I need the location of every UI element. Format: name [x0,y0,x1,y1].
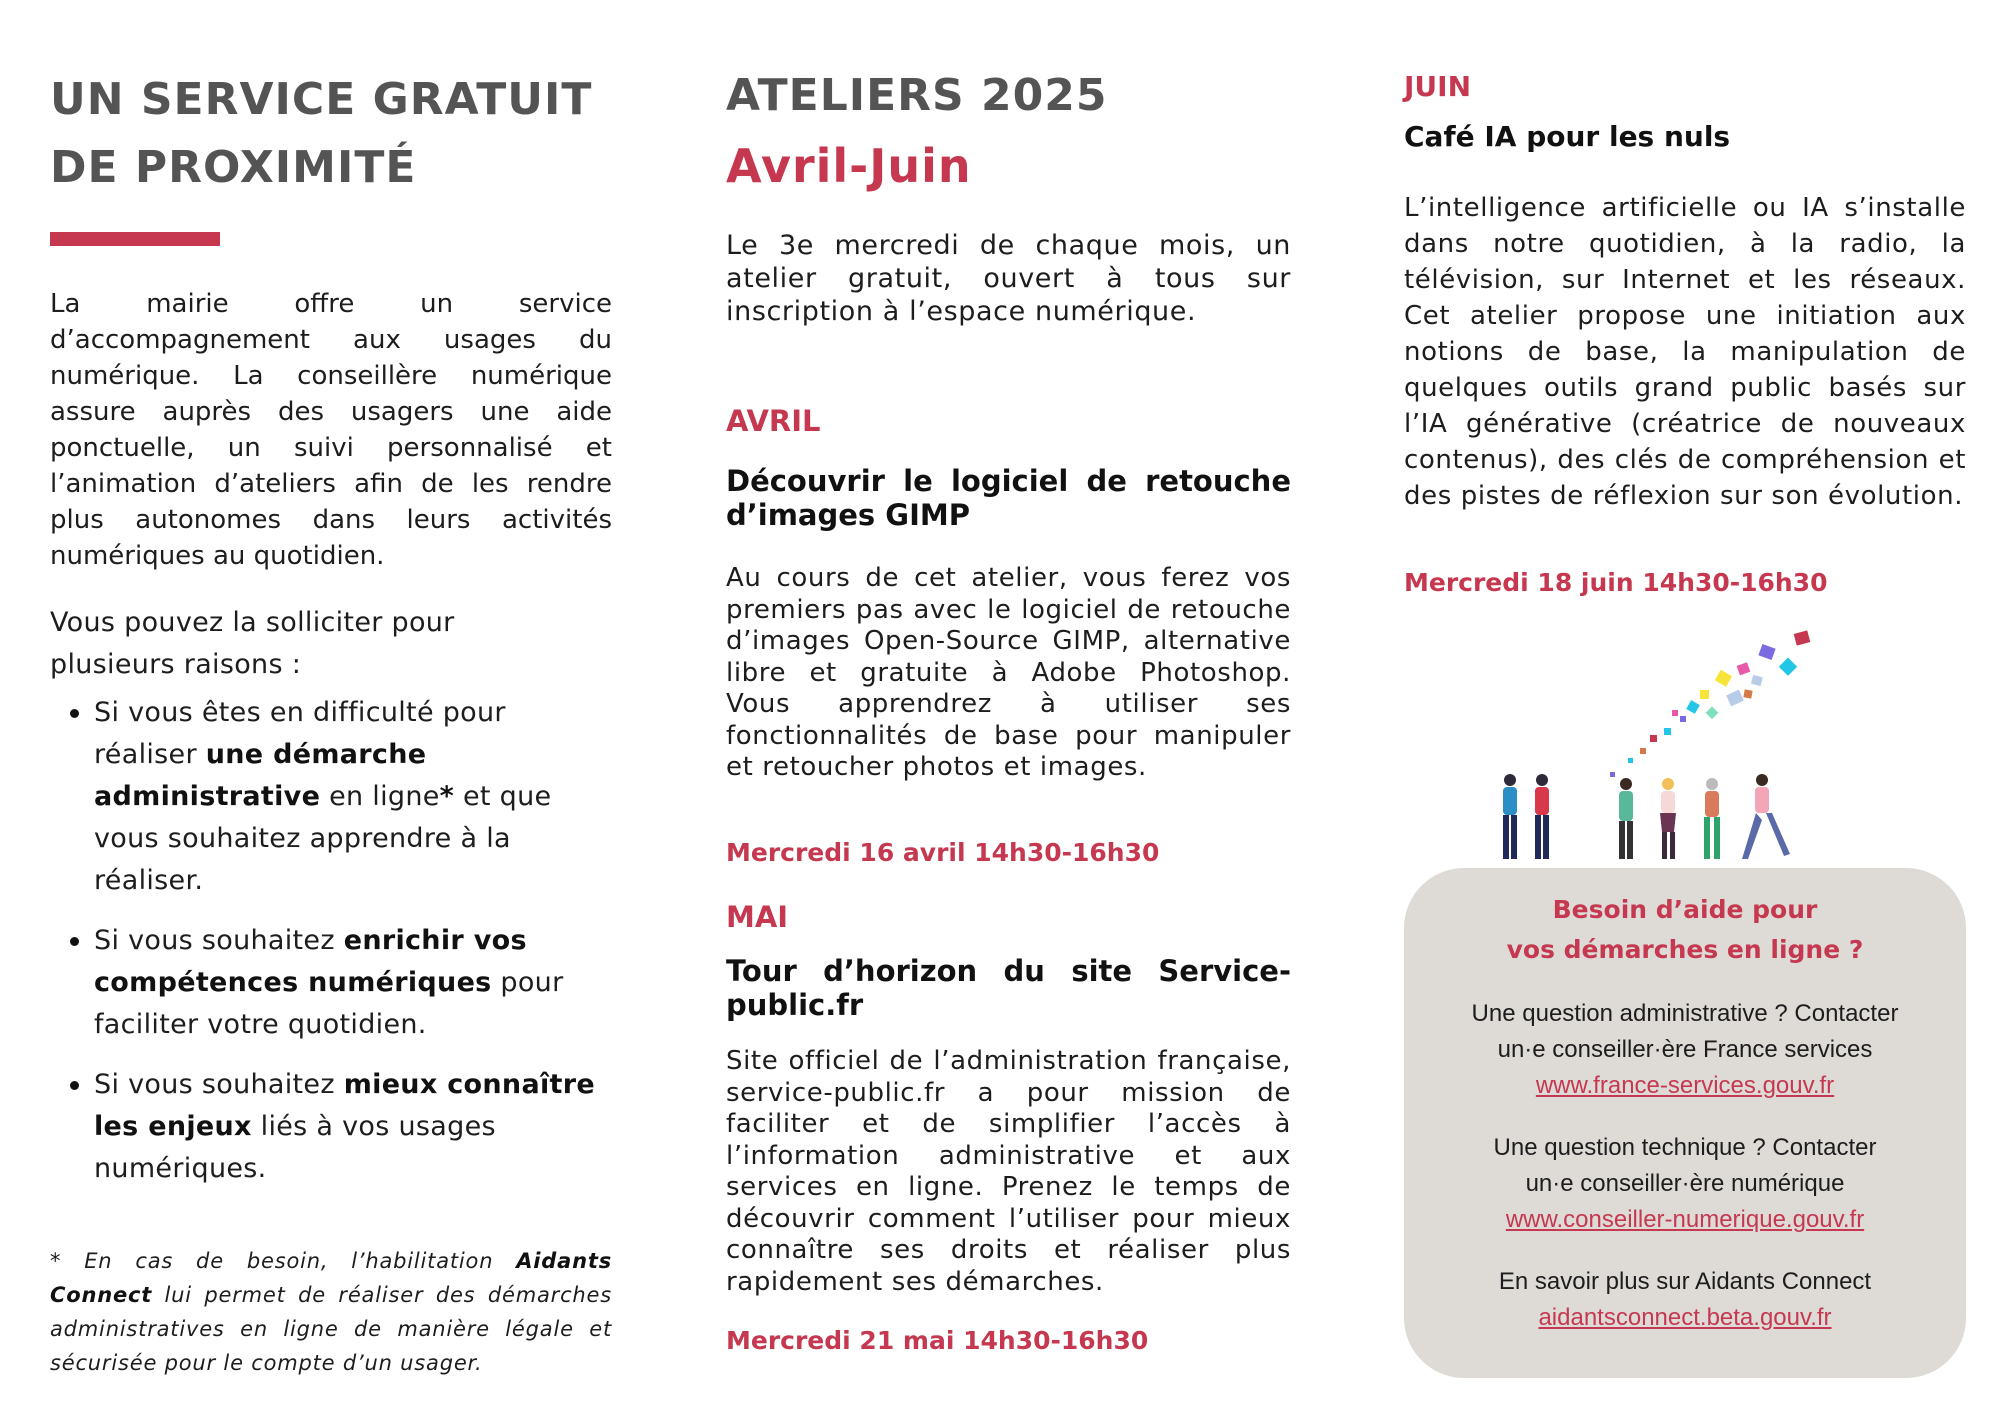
help-admin: Une question administrative ? Contacter un·e conseiller·ère France services www.france-services.gouv.fr [1404,996,1966,1104]
france-services-link[interactable]: www.france-services.gouv.fr [1535,1072,1835,1099]
list-item: Si vous souhaitez enrichir vos compétences numériques pour faciliter votre quotidien. [50,920,612,1046]
people [1503,774,1790,859]
atelier-mai-title: Tour d’horizon du site Service-public.fr [726,954,1291,1022]
ateliers-subtitle: Avril-Juin [726,139,972,193]
atelier-juin-text: L’intelligence artificielle ou IA s’installe dans notre quotidien, à la radio, la télévision, sur Internet et les réseaux. Cet atelier propose une initiation aux notions de base, la manipulation de quelques outils grand public basés sur l’IA générative (créatrice de nouveaux contenus), des clés de compréhension et des pistes de réflexion sur son évolution. [1404,193,1966,511]
atelier-avril-date: Mercredi 16 avril 14h30-16h30 [726,838,1160,867]
service-heading [50,66,612,202]
intro-paragraph: La mairie offre un service d’accompagnement aux usages du numérique. La conseillère numérique assure auprès des usagers une aide ponctuelle, un suivi personnalisé et l’animation d’ateliers afin de les rendre plus autonomes dans leurs activités numériques au quotidien. [50,289,612,571]
confetti [1610,630,1810,777]
footnote: * En cas de besoin, l’habilitation Aidants Connect lui permet de réaliser des démarches administratives en ligne de manière légale et sécurisée pour le compte d’un usager. [50,1249,612,1375]
month-avril: AVRIL [726,404,821,438]
reasons-intro: Vous pouvez la solliciter pour plusieurs raisons : [50,607,455,680]
help-tech: Une question technique ? Contacter un·e conseiller·ère numérique www.conseiller-numerique.gouv.fr [1404,1130,1966,1238]
help-title: Besoin d’aide pour vos démarches en ligne ? [1506,895,1864,964]
help-more: En savoir plus sur Aidants Connect aidantsconnect.beta.gouv.fr [1404,1264,1966,1336]
atelier-juin-date: Mercredi 18 juin 14h30-16h30 [1404,568,1828,597]
atelier-avril-title: Découvrir le logiciel de retouche d’images GIMP [726,464,1291,532]
atelier-juin-title: Café IA pour les nuls [1404,120,1731,153]
conseiller-numerique-link[interactable]: www.conseiller-numerique.gouv.fr [1505,1206,1865,1233]
atelier-avril-text: Au cours de cet atelier, vous ferez vos premiers pas avec le logiciel de retouche d’images Open-Source GIMP, alternative libre et gratuite à Adobe Photoshop. Vous apprendrez à utiliser ses fonctionnalités de base pour manipuler et retoucher photos et images. [726,563,1291,782]
month-juin: JUIN [1404,70,1472,103]
reasons-list [50,692,612,1208]
atelier-mai-date: Mercredi 21 mai 14h30-16h30 [726,1326,1149,1355]
heading-line-2: DE PROXIMITÉ [50,142,417,193]
aidants-connect-link[interactable]: aidantsconnect.beta.gouv.fr [1538,1304,1832,1331]
list-item: Si vous êtes en difficulté pour réaliser une démarche administrative en ligne* et que vous souhaitez apprendre à la réaliser. [50,692,612,902]
ateliers-title: ATELIERS 2025 [726,70,1108,121]
people-confetti-illustration [1490,620,1870,870]
atelier-mai-text: Site officiel de l’administration française, service-public.fr a pour mission de faciliter et de simplifier l’accès à l’information administrative et aux services en ligne. Prenez le temps de découvrir comment l’utiliser pour mieux connaître ses droits et réaliser plus rapidement ses démarches. [726,1046,1291,1297]
help-box [1404,868,1966,1378]
list-item: Si vous souhaitez mieux connaître les enjeux liés à vos usages numériques. [50,1064,612,1190]
accent-rule [50,232,220,246]
ateliers-intro: Le 3e mercredi de chaque mois, un atelier gratuit, ouvert à tous sur inscription à l’espace numérique. [726,230,1291,327]
month-mai: MAI [726,900,789,934]
heading-line-1: UN SERVICE GRATUIT [50,74,593,125]
